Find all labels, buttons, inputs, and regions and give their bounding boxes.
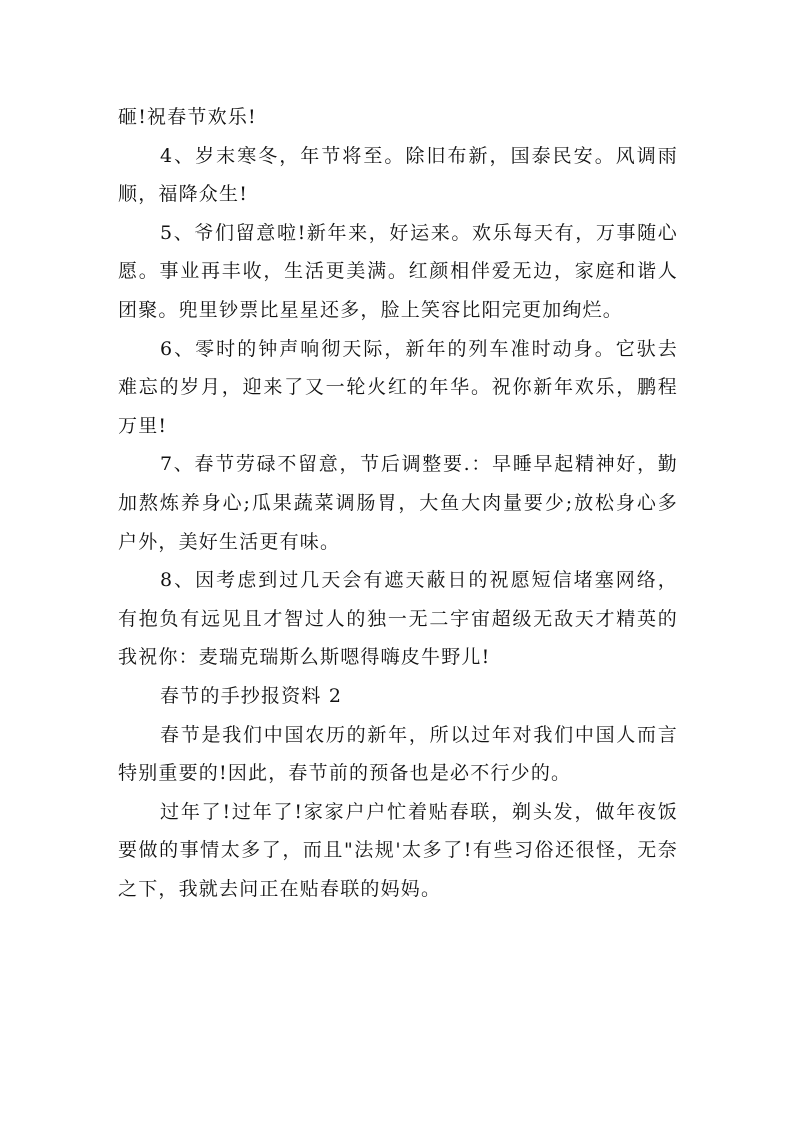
paragraph-4: 4、岁末寒冬，年节将至。除旧布新，国泰民安。风调雨顺，福降众生!: [118, 144, 678, 206]
paragraph-intro: 春节是我们中国农历的新年，所以过年对我们中国人而言特别重要的!因此，春节前的预备也是必不行少的。: [118, 723, 678, 785]
paragraph-8: 8、因考虑到过几天会有遮天蔽日的祝愿短信堵塞网络，有抱负有远见且才智过人的独一无二宇宙超级无敌天才精英的我祝你：麦瑞克瑞斯么斯嗯得嗨皮牛野儿!: [118, 569, 678, 669]
section-heading: 春节的手抄报资料 2: [160, 684, 343, 707]
paragraph-5: 5、爷们留意啦!新年来，好运来。欢乐每天有，万事随心愿。事业再丰收，生活更美满。红颜相伴爱无边，家庭和谐人团聚。兜里钞票比星星还多，脸上笑容比阳完更加绚烂。: [118, 221, 678, 321]
document-body: [118, 98, 678, 908]
paragraph-7: 7、春节劳碌不留意，节后调整要.：早睡早起精神好，勤加熬炼养身心;瓜果蔬菜调肠胃，大鱼大肉量要少;放松身心多户外，美好生活更有味。: [118, 453, 678, 553]
paragraph-6: 6、零时的钟声响彻天际，新年的列车准时动身。它驮去难忘的岁月，迎来了又一轮火红的年华。祝你新年欢乐，鹏程万里!: [118, 337, 678, 437]
paragraph-new-year: 过年了!过年了!家家户户忙着贴春联，剃头发，做年夜饭要做的事情太多了，而且"法规'太多了!有些习俗还很怪，无奈之下，我就去问正在贴春联的妈妈。: [118, 800, 678, 900]
paragraph-closing-line: 砸!祝春节欢乐!: [118, 106, 257, 128]
